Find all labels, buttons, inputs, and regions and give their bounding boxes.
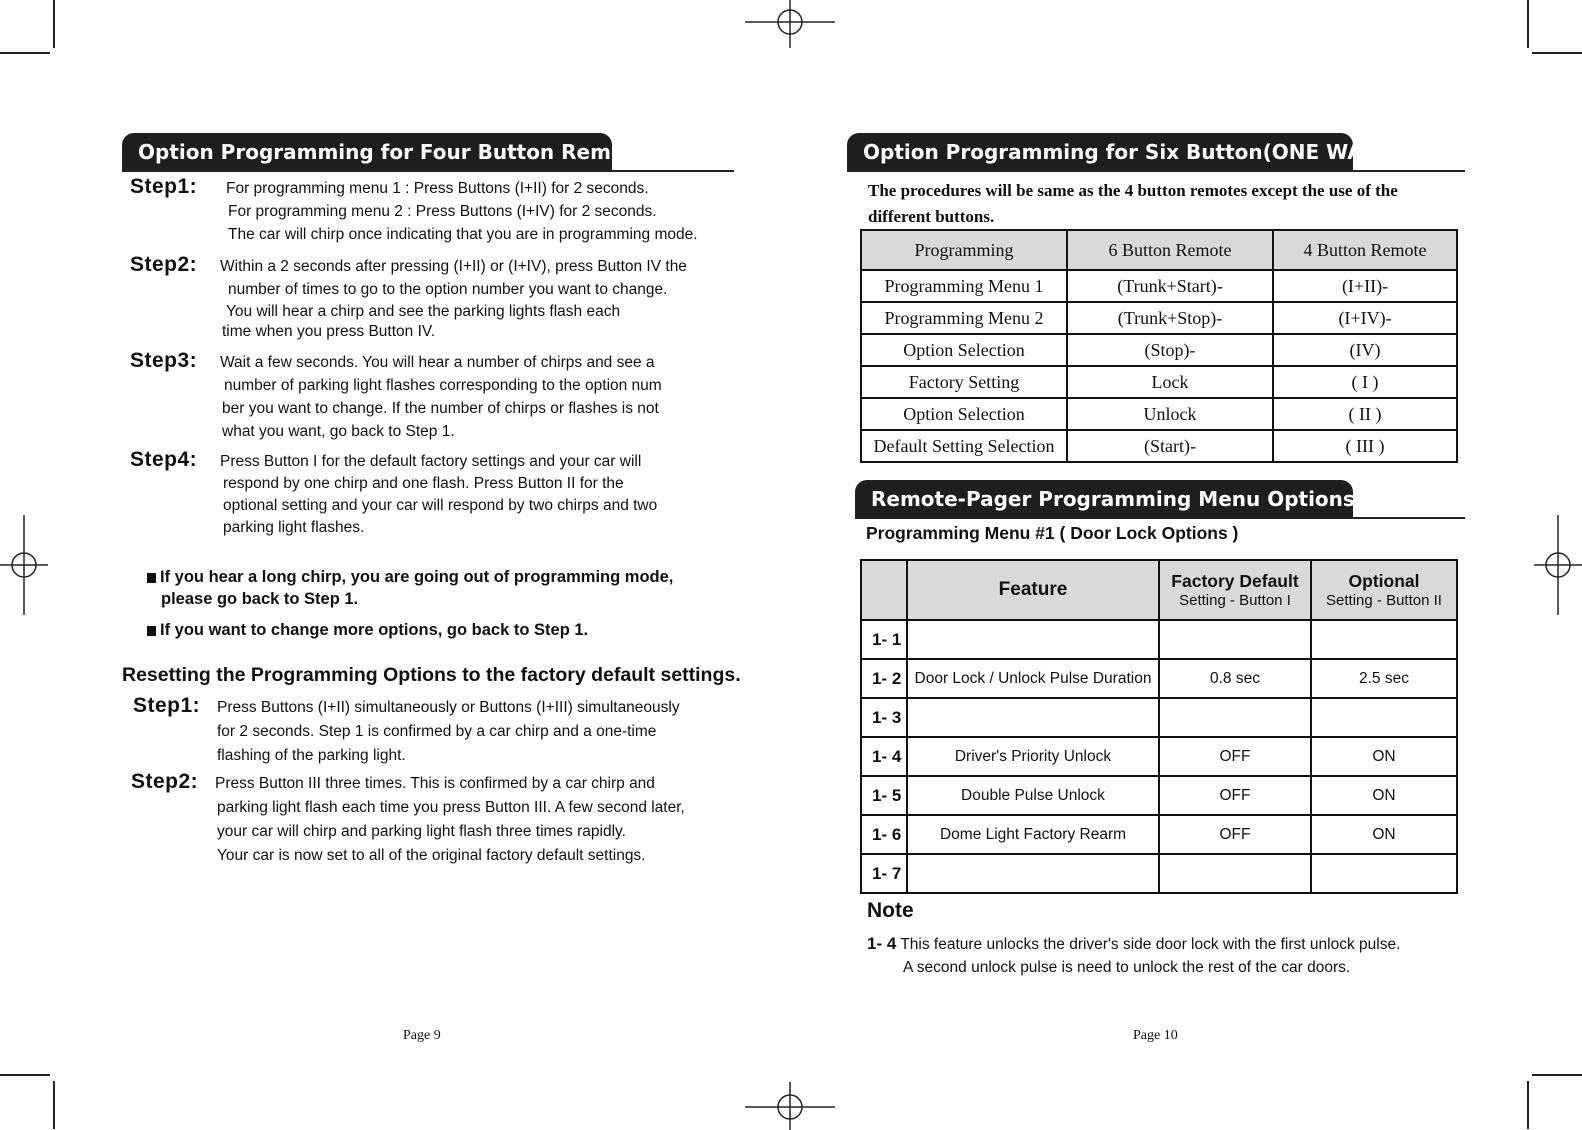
step-text: Press Buttons (I+II) simultaneously or Buttons (I+III) simultaneously [217,699,680,716]
table-cell: Option Selection [861,334,1067,366]
section-rule [847,170,1465,172]
table-cell: Dome Light Factory Rearm [907,815,1159,854]
table-cell: Option Selection [861,398,1067,430]
crop-mark [1527,1081,1529,1129]
section-rule [122,170,734,172]
note-number: 1- 4 [867,934,897,953]
table-cell [1311,620,1457,659]
step-text: ber you want to change. If the number of chirps or flashes is not [222,400,659,417]
crop-mark [1532,1074,1582,1076]
section-banner: Remote-Pager Programming Menu Options [855,480,1353,518]
table-cell: Factory Setting [861,366,1067,398]
step-text: Press Button I for the default factory settings and your car will [220,453,642,470]
step-text: for 2 seconds. Step 1 is confirmed by a car chirp and a one-time [217,723,657,740]
option-number: 1- 1 [861,620,907,659]
table-header: 6 Button Remote [1067,230,1273,270]
header-title: Optional [1348,571,1420,591]
step-label: Step2: [131,770,199,793]
step-text: parking light flash each time you press Button III. A few second later, [217,799,685,816]
step-text: parking light flashes. [223,519,365,536]
step-text: respond by one chirp and one flash. Press Button II for the [223,475,624,492]
note-line: A second unlock pulse is need to unlock the rest of the car doors. [903,959,1351,976]
section-banner: Option Programming for Four Button Remotes [122,133,612,171]
table-header-row [861,560,1457,620]
crop-mark [1532,52,1582,54]
note-body [867,932,1400,957]
step-label: Step2: [130,253,198,276]
table-header: Feature [907,560,1159,620]
table-row [861,620,1457,659]
step-text: number of parking light flashes corresponding to the option num [224,377,662,394]
table-cell: (Start)- [1067,430,1273,462]
table-cell [1311,698,1457,737]
table-row [861,366,1457,398]
intro-line: different buttons. [868,207,995,226]
step-text: what you want, go back to Step 1. [222,423,455,440]
table-row [861,659,1457,698]
registration-mark-icon [745,0,835,50]
table-cell [1159,854,1311,893]
step-label: Step1: [130,175,198,198]
table-cell [1311,854,1457,893]
step-text: Press Button III three times. This is confirmed by a car chirp and [215,775,655,792]
crop-mark [53,0,55,48]
table-cell: OFF [1159,737,1311,776]
crop-mark [0,1074,50,1076]
note-heading: Note [867,899,914,922]
table-cell: Double Pulse Unlock [907,776,1159,815]
table-row [861,854,1457,893]
step-text: flashing of the parking light. [217,747,406,764]
crop-mark [0,52,50,54]
table-cell: ON [1311,815,1457,854]
table-cell: 2.5 sec [1311,659,1457,698]
table-row [861,737,1457,776]
table-row [861,776,1457,815]
step-text: For programming menu 1 : Press Buttons (I+II) for 2 seconds. [226,180,649,197]
option-number: 1- 2 [861,659,907,698]
reset-heading: Resetting the Programming Options to the factory default settings. [122,664,741,686]
step-label: Step1: [133,694,201,717]
intro-text [868,178,1398,230]
warning-bullet: If you hear a long chirp, you are going out of programming mode, [147,566,673,589]
table-row [861,270,1457,302]
table-cell: ( II ) [1273,398,1457,430]
warning-bullet-cont: please go back to Step 1. [161,590,359,608]
step-text: The car will chirp once indicating that you are in programming mode. [228,226,698,243]
table-cell [1159,620,1311,659]
crop-mark [1527,0,1529,48]
step-text: For programming menu 2 : Press Buttons (I+IV) for 2 seconds. [228,203,657,220]
table-cell: (IV) [1273,334,1457,366]
page-number: Page 9 [403,1028,441,1043]
table-cell: (Trunk+Stop)- [1067,302,1273,334]
table-cell: Unlock [1067,398,1273,430]
step-text: You will hear a chirp and see the parking lights flash each [226,303,621,320]
table-cell: (Stop)- [1067,334,1273,366]
step-text: Your car is now set to all of the original factory default settings. [217,847,646,864]
crop-mark [53,1081,55,1129]
option-number: 1- 4 [861,737,907,776]
table-cell [907,854,1159,893]
table-header [1159,560,1311,620]
table-cell: ( I ) [1273,366,1457,398]
header-title: Factory Default [1171,571,1299,591]
header-subtitle: Setting - Button II [1326,592,1442,609]
step-label: Step3: [130,349,198,372]
table-cell: Door Lock / Unlock Pulse Duration [907,659,1159,698]
section-rule [855,517,1465,519]
table-header: Programming [861,230,1067,270]
registration-mark-icon [1532,515,1582,615]
info-bullet: If you want to change more options, go back to Step 1. [147,619,588,642]
table-cell: (I+IV)- [1273,302,1457,334]
table-row [861,698,1457,737]
feature-table [860,559,1458,894]
table-cell: 0.8 sec [1159,659,1311,698]
registration-mark-icon [745,1080,835,1130]
page-number: Page 10 [1133,1028,1178,1043]
table-cell: OFF [1159,815,1311,854]
table-cell: ON [1311,776,1457,815]
table-header [861,560,907,620]
table-cell [907,698,1159,737]
option-number: 1- 3 [861,698,907,737]
note-line: This feature unlocks the driver's side door lock with the first unlock pulse. [900,936,1401,953]
table-cell: (Trunk+Start)- [1067,270,1273,302]
table-cell [907,620,1159,659]
table-cell: ( III ) [1273,430,1457,462]
table-row [861,815,1457,854]
intro-line: The procedures will be same as the 4 button remotes except the use of the [868,181,1398,200]
registration-mark-icon [0,515,50,615]
table-row [861,398,1457,430]
option-number: 1- 7 [861,854,907,893]
table-cell: Programming Menu 1 [861,270,1067,302]
option-number: 1- 5 [861,776,907,815]
table-cell: ON [1311,737,1457,776]
button-mapping-table [860,229,1458,463]
table-header: 4 Button Remote [1273,230,1457,270]
table-cell [1159,698,1311,737]
step-label: Step4: [130,448,198,471]
table-row [861,430,1457,462]
step-text: your car will chirp and parking light flash three times rapidly. [217,823,626,840]
section-banner: Option Programming for Six Button(ONE WAY) Remotes [847,133,1353,171]
header-subtitle: Setting - Button I [1179,592,1291,609]
table-header [1311,560,1457,620]
option-number: 1- 6 [861,815,907,854]
step-text: number of times to go to the option number you want to change. [228,281,668,298]
table-row [861,334,1457,366]
step-text: time when you press Button IV. [222,323,436,340]
step-text: Within a 2 seconds after pressing (I+II) or (I+IV), press Button IV the [220,258,687,275]
table-row [861,302,1457,334]
table-header-row [861,230,1457,270]
table-cell: Programming Menu 2 [861,302,1067,334]
menu-title: Programming Menu #1 ( Door Lock Options ) [866,523,1239,543]
table-cell: (I+II)- [1273,270,1457,302]
table-cell: Driver's Priority Unlock [907,737,1159,776]
table-cell: Lock [1067,366,1273,398]
table-cell: OFF [1159,776,1311,815]
table-cell: Default Setting Selection [861,430,1067,462]
step-text: optional setting and your car will respond by two chirps and two [223,497,658,514]
step-text: Wait a few seconds. You will hear a number of chirps and see a [220,354,655,371]
